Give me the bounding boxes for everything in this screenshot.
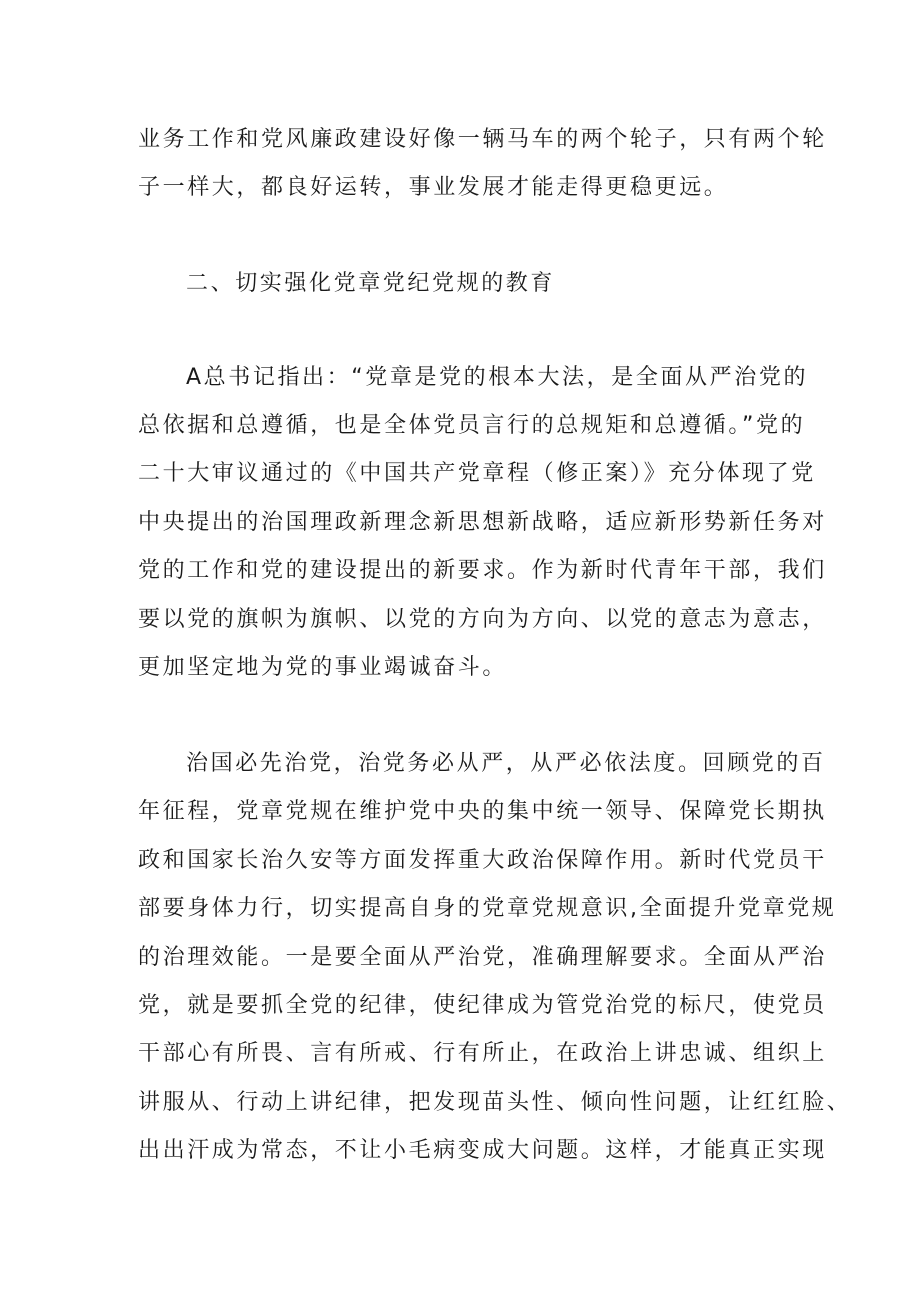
paragraph-governance-line-6: 党，就是要抓全党的纪律，使纪律成为管党治党的标尺，使党员 (138, 993, 827, 1018)
paragraph-governance-line-5: 的治理效能。一是要全面从严治党，准确理解要求。全面从严治 (138, 945, 827, 970)
paragraph-governance-line-4: 部要身体力行，切实提高自身的党章党规意识,全面提升党章党规 (138, 896, 837, 921)
paragraph-quote-line-1: A总书记指出：“党章是党的根本大法，是全面从严治党的 (186, 365, 809, 390)
paragraph-governance-line-7: 干部心有所畏、言有所戒、行有所止，在政治上讲忠诚、组织上 (138, 1041, 827, 1066)
paragraph-governance-line-9: 出出汗成为常态，不让小毛病变成大问题。这样，才能真正实现 (138, 1138, 827, 1163)
paragraph-governance-line-3: 政和国家长治久安等方面发挥重大政治保障作用。新时代党员干 (138, 848, 827, 873)
section-heading: 二、切实强化党章党纪党规的教育 (186, 271, 556, 296)
paragraph-intro-line-1: 业务工作和党风廉政建设好像一辆马车的两个轮子，只有两个轮 (138, 127, 827, 152)
paragraph-quote-line-7: 更加坚定地为党的事业竭诚奋斗。 (138, 655, 508, 680)
paragraph-governance-line-1: 治国必先治党，治党务必从严，从严必依法度。回顾党的百 (186, 751, 826, 776)
paragraph-quote-line-4: 中央提出的治国理政新理念新思想新战略，适应新形势新任务对 (138, 510, 827, 535)
paragraph-quote-line-3: 二十大审议通过的《中国共产党章程（修正案）》充分体现了党 (138, 461, 816, 486)
paragraph-quote-line-6: 要以党的旗帜为旗帜、以党的方向为方向、以党的意志为意志， (138, 607, 827, 632)
paragraph-governance-line-8: 讲服从、行动上讲纪律，把发现苗头性、倾向性问题，让红红脸、 (138, 1090, 852, 1115)
paragraph-governance-line-2: 年征程，党章党规在维护党中央的集中统一领导、保障党长期执 (138, 799, 827, 824)
paragraph-intro-line-2: 子一样大，都良好运转，事业发展才能走得更稳更远。 (138, 175, 729, 200)
paragraph-quote-line-2: 总依据和总遵循，也是全体党员言行的总规矩和总遵循。”党的 (138, 413, 806, 438)
paragraph-quote-line-5: 党的工作和党的建设提出的新要求。作为新时代青年干部，我们 (138, 558, 827, 583)
